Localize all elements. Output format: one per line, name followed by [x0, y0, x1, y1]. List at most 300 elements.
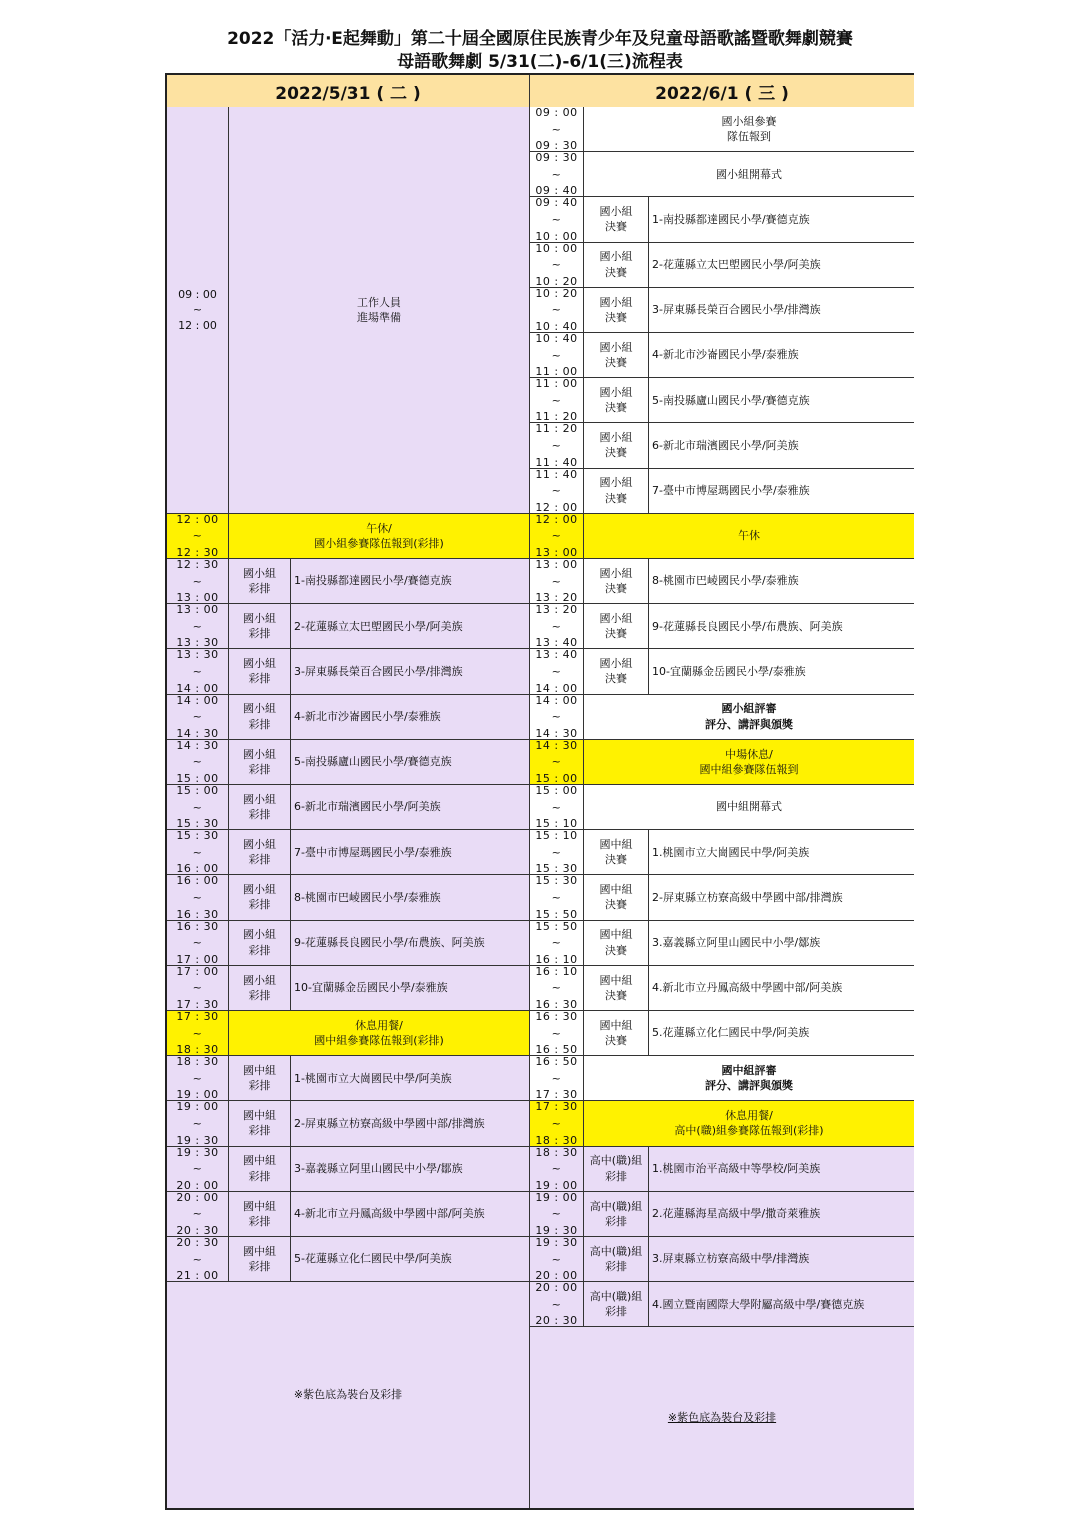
day1-prep-block — [167, 107, 529, 514]
time-range — [530, 1237, 583, 1281]
time-end: 17 : 00 — [176, 952, 219, 966]
day1-note: ※紫色底為裝台及彩排 — [293, 1388, 403, 1402]
time-range — [167, 1237, 228, 1281]
team-name: 7-臺中市博屋瑪國民小學/泰雅族 — [648, 469, 914, 513]
time-end: 11 : 40 — [535, 455, 578, 469]
time-start: 17 : 30 — [535, 1100, 578, 1114]
time-range — [167, 740, 228, 784]
day2-rehearsal-row — [530, 1192, 914, 1237]
time-range — [530, 1011, 583, 1055]
time-range — [530, 1192, 583, 1236]
time-start: 15 : 50 — [535, 919, 578, 933]
group-label: 國中組 決賽 — [583, 1011, 648, 1055]
time-range — [530, 288, 583, 332]
time-end: 13 : 00 — [535, 545, 578, 559]
group-label: 高中(職)組 彩排 — [583, 1192, 648, 1236]
time-tilde: ~ — [192, 1116, 203, 1130]
team-name: 7-臺中市博屋瑪國民小學/泰雅族 — [290, 830, 529, 874]
time-start: 17 : 30 — [176, 1010, 219, 1023]
team-name: 4.新北市立丹鳳高級中學國中部/阿美族 — [648, 966, 914, 1010]
time-range — [167, 1011, 228, 1055]
group-label: 高中(職)組 彩排 — [583, 1282, 648, 1326]
group-label: 國小組 彩排 — [228, 740, 290, 784]
time-end: 20 : 00 — [535, 1269, 578, 1283]
day1-rehearsal-row — [167, 921, 529, 966]
group-label: 國小組 決賽 — [583, 333, 648, 377]
time-end: 09 : 40 — [535, 184, 578, 198]
document-subtitle: 母語歌舞劇 5/31(二)-6/1(三)流程表 — [397, 52, 683, 72]
day2-judging-elem-block — [530, 695, 914, 740]
time-end: 18 : 30 — [176, 1043, 219, 1057]
day1-rehearsal-row — [167, 830, 529, 875]
time-tilde: ~ — [192, 890, 203, 904]
group-label: 國小組 彩排 — [228, 559, 290, 603]
time-tilde: ~ — [551, 348, 562, 362]
time-range — [530, 1101, 583, 1145]
time-end: 14 : 00 — [176, 681, 219, 695]
day1-rehearsal-row — [167, 740, 529, 785]
time-end: 13 : 40 — [535, 636, 578, 650]
group-label: 國小組 彩排 — [228, 966, 290, 1010]
time-tilde: ~ — [192, 529, 203, 543]
time-tilde: ~ — [551, 258, 562, 272]
time-tilde: ~ — [192, 1026, 203, 1040]
time-tilde: ~ — [551, 574, 562, 588]
time-range — [530, 378, 583, 422]
day2-checkin-block — [530, 107, 914, 152]
time-start: 11 : 40 — [535, 467, 578, 481]
time-tilde: ~ — [551, 1071, 562, 1085]
group-label: 國中組 決賽 — [583, 875, 648, 919]
time-range — [530, 785, 583, 829]
time-start: 19 : 00 — [535, 1190, 578, 1204]
time-tilde: ~ — [551, 303, 562, 317]
time-range — [530, 1056, 583, 1100]
time-tilde: ~ — [551, 664, 562, 678]
time-end: 10 : 00 — [535, 229, 578, 243]
group-label: 國中組 彩排 — [228, 1192, 290, 1236]
group-label: 國小組 彩排 — [228, 785, 290, 829]
day2-opening-elem-block-desc: 國小組開幕式 — [583, 152, 914, 196]
day2-judging-junior-block-desc: 國中組評審 評分、講評與頒獎 — [583, 1056, 914, 1100]
day1-rehearsal-row — [167, 1147, 529, 1192]
day2-opening-elem-block — [530, 152, 914, 197]
time-end: 21 : 00 — [176, 1269, 219, 1283]
time-tilde: ~ — [551, 167, 562, 181]
team-name: 10-宜蘭縣金岳國民小學/泰雅族 — [290, 966, 529, 1010]
time-tilde: ~ — [192, 1252, 203, 1266]
time-end: 11 : 00 — [535, 365, 578, 379]
time-start: 16 : 30 — [535, 1010, 578, 1023]
time-end: 12 : 30 — [176, 545, 219, 559]
team-name: 2-花蓮縣立太巴塱國民小學/阿美族 — [648, 243, 914, 287]
time-range — [167, 559, 228, 603]
time-end: 11 : 20 — [535, 410, 578, 424]
day1-rehearsal-row — [167, 649, 529, 694]
team-name: 4.國立暨南國際大學附屬高級中學/賽德克族 — [648, 1282, 914, 1326]
day1-dinner-block-desc: 休息用餐/ 國中組參賽隊伍報到(彩排) — [228, 1011, 529, 1055]
day2-judging-elem-block-desc: 國小組評審 評分、講評與頒獎 — [583, 695, 914, 739]
time-start: 10 : 40 — [535, 332, 578, 345]
time-end: 20 : 30 — [176, 1223, 219, 1237]
time-end: 15 : 50 — [535, 907, 578, 921]
time-start: 09 : 00 — [535, 106, 578, 119]
group-label: 國小組 彩排 — [228, 649, 290, 693]
time-end: 13 : 20 — [535, 591, 578, 605]
time-tilde: ~ — [192, 1071, 203, 1085]
time-end: 13 : 00 — [176, 591, 219, 605]
team-name: 5-南投縣廬山國民小學/賽德克族 — [648, 378, 914, 422]
time-end: 15 : 00 — [535, 771, 578, 785]
time-start: 09 : 40 — [535, 196, 578, 210]
team-name: 3-屏東縣長榮百合國民小學/排灣族 — [648, 288, 914, 332]
group-label: 國中組 決賽 — [583, 966, 648, 1010]
time-tilde: ~ — [551, 122, 562, 136]
time-start: 12 : 00 — [535, 512, 578, 526]
day1-rehearsal-row — [167, 875, 529, 920]
day2-final-row — [530, 830, 914, 875]
time-start: 10 : 20 — [535, 286, 578, 300]
time-start: 10 : 00 — [535, 241, 578, 255]
day1-dinner-block — [167, 1011, 529, 1056]
time-tilde: ~ — [551, 1026, 562, 1040]
team-name: 3.屏東縣立枋寮高級中學/排灣族 — [648, 1237, 914, 1281]
time-end: 16 : 00 — [176, 862, 219, 876]
day2-final-row — [530, 559, 914, 604]
group-label: 國中組 決賽 — [583, 921, 648, 965]
day2-opening-junior-block — [530, 785, 914, 830]
time-start: 16 : 10 — [535, 964, 578, 978]
team-name: 2-屏東縣立枋寮高級中學國中部/排灣族 — [648, 875, 914, 919]
team-name: 6-新北市瑞濱國民小學/阿美族 — [648, 423, 914, 467]
time-start: 14 : 00 — [176, 693, 219, 707]
time-end: 20 : 30 — [535, 1314, 578, 1328]
time-range — [530, 423, 583, 467]
time-range — [530, 649, 583, 693]
time-range — [530, 333, 583, 377]
group-label: 國小組 決賽 — [583, 288, 648, 332]
schedule-table — [165, 73, 914, 1510]
time-end: 18 : 30 — [535, 1133, 578, 1147]
day1-rehearsal-row — [167, 966, 529, 1011]
day1-lunch-block-desc: 午休/ 國小組參賽隊伍報到(彩排) — [228, 514, 529, 558]
time-tilde: ~ — [192, 800, 203, 814]
day1-column — [167, 75, 530, 1508]
time-range — [167, 604, 228, 648]
time-tilde: ~ — [551, 393, 562, 407]
group-label: 國小組 決賽 — [583, 243, 648, 287]
time-tilde: ~ — [551, 484, 562, 498]
day2-rehearsal-row — [530, 1237, 914, 1282]
group-label: 國中組 彩排 — [228, 1147, 290, 1191]
team-name: 5-南投縣廬山國民小學/賽德克族 — [290, 740, 529, 784]
time-range — [530, 514, 583, 558]
time-range — [530, 695, 583, 739]
day1-rehearsal-row — [167, 1192, 529, 1237]
team-name: 3-嘉義縣立阿里山國民中小學/鄒族 — [290, 1147, 529, 1191]
time-range — [167, 514, 228, 558]
time-range — [530, 197, 583, 241]
day2-opening-junior-block-desc: 國中組開幕式 — [583, 785, 914, 829]
team-name: 4-新北市立丹鳳高級中學國中部/阿美族 — [290, 1192, 529, 1236]
day2-final-row — [530, 875, 914, 920]
time-tilde: ~ — [192, 755, 203, 769]
time-range — [167, 1192, 228, 1236]
time-range — [167, 966, 228, 1010]
day2-final-row — [530, 333, 914, 378]
team-name: 6-新北市瑞濱國民小學/阿美族 — [290, 785, 529, 829]
time-start: 18 : 30 — [535, 1145, 578, 1159]
team-name: 3-屏東縣長榮百合國民小學/排灣族 — [290, 649, 529, 693]
day1-rehearsal-row — [167, 1101, 529, 1146]
time-end: 15 : 30 — [176, 817, 219, 831]
group-label: 高中(職)組 彩排 — [583, 1237, 648, 1281]
time-range — [167, 785, 228, 829]
group-label: 國小組 彩排 — [228, 695, 290, 739]
time-tilde: ~ — [551, 619, 562, 633]
time-end: 14 : 30 — [176, 726, 219, 740]
time-tilde: ~ — [192, 936, 203, 950]
time-tilde: ~ — [551, 1162, 562, 1176]
day2-date-header: 2022/6/1 ( 三 ) — [530, 75, 914, 108]
time-start: 12 : 00 — [176, 512, 219, 526]
time-end: 17 : 30 — [535, 1088, 578, 1102]
time-tilde: ~ — [551, 1207, 562, 1221]
time-start: 18 : 30 — [176, 1055, 219, 1069]
time-end: 16 : 30 — [535, 997, 578, 1011]
time-end: 19 : 30 — [535, 1223, 578, 1237]
time-start: 16 : 30 — [176, 919, 219, 933]
time-end: 15 : 00 — [176, 771, 219, 785]
time-end: 19 : 30 — [176, 1133, 219, 1147]
day2-final-row — [530, 469, 914, 514]
group-label: 國小組 決賽 — [583, 423, 648, 467]
day2-final-row — [530, 921, 914, 966]
time-end: 15 : 10 — [535, 817, 578, 831]
team-name: 9-花蓮縣長良國民小學/布農族、阿美族 — [648, 604, 914, 648]
time-tilde: ~ — [551, 1252, 562, 1266]
time-tilde: ~ — [551, 845, 562, 859]
day1-rehearsal-row — [167, 604, 529, 649]
day2-rehearsal-row — [530, 1147, 914, 1192]
time-end: 10 : 20 — [535, 274, 578, 288]
time-end: 12 : 00 — [535, 500, 578, 514]
day1-lunch-block — [167, 514, 529, 559]
time-tilde: ~ — [551, 890, 562, 904]
day2-final-row — [530, 243, 914, 288]
day1-prep-desc: 工作人員 進場準備 — [228, 107, 529, 513]
team-name: 2.花蓮縣海星高級中學/撒奇萊雅族 — [648, 1192, 914, 1236]
time-start: 19 : 30 — [176, 1145, 219, 1159]
day2-break-block — [530, 740, 914, 785]
day2-final-row — [530, 423, 914, 468]
time-end: 13 : 30 — [176, 636, 219, 650]
day2-lunch-block-desc: 午休 — [583, 514, 914, 558]
team-name: 1-南投縣都達國民小學/賽德克族 — [648, 197, 914, 241]
day2-note: ※紫色底為裝台及彩排 — [667, 1410, 777, 1424]
time-tilde: ~ — [192, 574, 203, 588]
time-range — [530, 469, 583, 513]
time-start: 20 : 30 — [176, 1236, 219, 1249]
time-start: 15 : 00 — [176, 784, 219, 797]
time-range — [530, 559, 583, 603]
time-start: 09 : 30 — [535, 151, 578, 165]
time-range — [167, 875, 228, 919]
day2-break-block-desc: 中場休息/ 國中組參賽隊伍報到 — [583, 740, 914, 784]
time-start: 16 : 00 — [176, 874, 219, 888]
time-tilde: ~ — [551, 529, 562, 543]
day2-final-row — [530, 604, 914, 649]
time-range — [167, 1056, 228, 1100]
team-name: 2-花蓮縣立太巴塱國民小學/阿美族 — [290, 604, 529, 648]
time-tilde: ~ — [192, 619, 203, 633]
time-start: 15 : 00 — [535, 784, 578, 797]
day2-final-row — [530, 649, 914, 694]
time-tilde: ~ — [192, 1207, 203, 1221]
group-label: 國小組 決賽 — [583, 604, 648, 648]
group-label: 國小組 決賽 — [583, 197, 648, 241]
time-range — [167, 649, 228, 693]
team-name: 1.桃園市立大崗國民中學/阿美族 — [648, 830, 914, 874]
time-range — [530, 1147, 583, 1191]
day2-rehearsal-row — [530, 1282, 914, 1327]
team-name: 5-花蓮縣立化仁國民中學/阿美族 — [290, 1237, 529, 1281]
time-range — [167, 695, 228, 739]
time-start: 13 : 00 — [176, 603, 219, 617]
time-tilde: ~ — [192, 1162, 203, 1176]
time-end: 16 : 50 — [535, 1043, 578, 1057]
group-label: 國小組 彩排 — [228, 875, 290, 919]
time-start: 16 : 50 — [535, 1055, 578, 1069]
team-name: 10-宜蘭縣金岳國民小學/泰雅族 — [648, 649, 914, 693]
time-end: 17 : 30 — [176, 997, 219, 1011]
time-start: 13 : 00 — [535, 558, 578, 571]
time-range — [167, 1101, 228, 1145]
day2-dinner-block-desc: 休息用餐/ 高中(職)組參賽隊伍報到(彩排) — [583, 1101, 914, 1145]
time-range — [530, 921, 583, 965]
day2-final-row — [530, 197, 914, 242]
time-start: 20 : 00 — [176, 1190, 219, 1204]
time-start: 20 : 00 — [535, 1281, 578, 1295]
team-name: 3.嘉義縣立阿里山國民中小學/鄒族 — [648, 921, 914, 965]
team-name: 8-桃園市巴崚國民小學/泰雅族 — [648, 559, 914, 603]
time-tilde: ~ — [192, 845, 203, 859]
group-label: 國小組 彩排 — [228, 921, 290, 965]
group-label: 國小組 決賽 — [583, 649, 648, 693]
time-tilde: ~ — [551, 710, 562, 724]
day2-final-row — [530, 378, 914, 423]
time-range — [530, 1282, 583, 1326]
time-tilde: ~ — [551, 936, 562, 950]
time-tilde: ~ — [551, 212, 562, 226]
day2-final-row — [530, 966, 914, 1011]
time-range — [530, 243, 583, 287]
group-label: 國中組 彩排 — [228, 1237, 290, 1281]
day2-lunch-block — [530, 514, 914, 559]
team-name: 1.桃園市治平高級中等學校/阿美族 — [648, 1147, 914, 1191]
time-range — [530, 107, 583, 151]
document-title: 2022「活力‧E起舞動」第二十屆全國原住民族青少年及兒童母語歌謠暨歌舞劇競賽 — [227, 29, 853, 49]
group-label: 國中組 決賽 — [583, 830, 648, 874]
time-tilde: ~ — [551, 438, 562, 452]
day1-date-header: 2022/5/31 ( 二 ) — [167, 75, 529, 108]
team-name: 1-桃園市立大崗國民中學/阿美族 — [290, 1056, 529, 1100]
time-end: 15 : 30 — [535, 862, 578, 876]
time-start: 12 : 30 — [176, 558, 219, 571]
group-label: 國小組 決賽 — [583, 469, 648, 513]
day2-column — [530, 75, 914, 1508]
day1-rehearsal-row — [167, 559, 529, 604]
team-name: 5.花蓮縣立化仁國民中學/阿美族 — [648, 1011, 914, 1055]
time-tilde: ~ — [192, 981, 203, 995]
group-label: 高中(職)組 彩排 — [583, 1147, 648, 1191]
day2-checkin-block-desc: 國小組參賽 隊伍報到 — [583, 107, 914, 151]
time-range — [530, 604, 583, 648]
team-name: 4-新北市沙崙國民小學/泰雅族 — [648, 333, 914, 377]
time-tilde: ~ — [551, 1297, 562, 1311]
time-start: 14 : 30 — [535, 738, 578, 752]
time-start: 15 : 30 — [176, 829, 219, 843]
day2-judging-junior-block — [530, 1056, 914, 1101]
time-end: 16 : 10 — [535, 952, 578, 966]
day1-rehearsal-row — [167, 785, 529, 830]
time-end: 10 : 40 — [535, 319, 578, 333]
day1-rehearsal-row — [167, 1237, 529, 1282]
time-tilde: ~ — [551, 1116, 562, 1130]
time-start: 19 : 30 — [535, 1236, 578, 1249]
time-start: 19 : 00 — [176, 1100, 219, 1114]
time-end: 14 : 30 — [535, 726, 578, 740]
time-range — [530, 966, 583, 1010]
group-label: 國小組 彩排 — [228, 604, 290, 648]
group-label: 國中組 彩排 — [228, 1056, 290, 1100]
time-range — [167, 830, 228, 874]
time-tilde: ~ — [551, 800, 562, 814]
time-start: 13 : 20 — [535, 603, 578, 617]
day2-final-row — [530, 288, 914, 333]
time-end: 16 : 30 — [176, 907, 219, 921]
time-range — [530, 740, 583, 784]
time-end: 19 : 00 — [535, 1178, 578, 1192]
time-start: 15 : 10 — [535, 829, 578, 843]
day2-dinner-block — [530, 1101, 914, 1146]
time-range — [530, 830, 583, 874]
time-start: 14 : 00 — [535, 693, 578, 707]
time-tilde: ~ — [551, 981, 562, 995]
time-range — [530, 152, 583, 196]
day1-rehearsal-row — [167, 695, 529, 740]
time-end: 19 : 00 — [176, 1088, 219, 1102]
team-name: 8-桃園市巴崚國民小學/泰雅族 — [290, 875, 529, 919]
team-name: 1-南投縣都達國民小學/賽德克族 — [290, 559, 529, 603]
time-start: 11 : 00 — [535, 377, 578, 391]
time-range — [167, 921, 228, 965]
time-start: 17 : 00 — [176, 964, 219, 978]
time-tilde: ~ — [551, 755, 562, 769]
time-range — [530, 875, 583, 919]
group-label: 國中組 彩排 — [228, 1101, 290, 1145]
time-start: 13 : 40 — [535, 648, 578, 662]
time-start: 14 : 30 — [176, 738, 219, 752]
group-label: 國小組 彩排 — [228, 830, 290, 874]
group-label: 國小組 決賽 — [583, 559, 648, 603]
time-start: 11 : 20 — [535, 422, 578, 436]
time-tilde: ~ — [192, 664, 203, 678]
time-range: 09 : 00 ~ 12 : 00 — [178, 287, 217, 332]
team-name: 4-新北市沙崙國民小學/泰雅族 — [290, 695, 529, 739]
time-end: 09 : 30 — [535, 139, 578, 153]
day2-note-block — [530, 1327, 914, 1508]
